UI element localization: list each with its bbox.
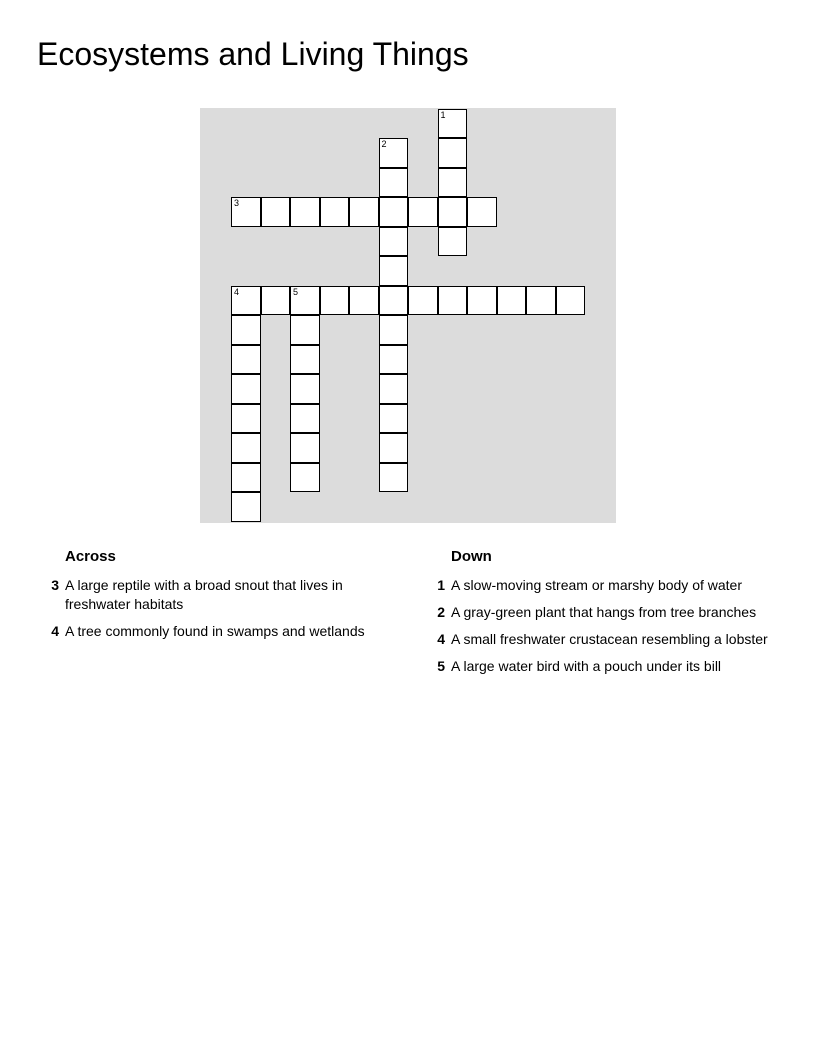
grid-cell[interactable] bbox=[408, 286, 438, 316]
grid-cell[interactable] bbox=[379, 374, 409, 404]
clue-across-3 bbox=[40, 576, 385, 614]
across-clues bbox=[40, 546, 385, 649]
clue-number: 5 bbox=[437, 658, 445, 674]
grid-cell[interactable] bbox=[290, 315, 320, 345]
clue-text: A small freshwater crustacean resembling a lobster bbox=[451, 631, 768, 647]
grid-cell[interactable] bbox=[379, 197, 409, 227]
grid-cell[interactable] bbox=[320, 197, 350, 227]
grid-cell[interactable] bbox=[408, 197, 438, 227]
grid-cell[interactable] bbox=[231, 374, 261, 404]
down-clues bbox=[426, 546, 806, 684]
down-heading: Down bbox=[451, 548, 492, 565]
grid-cell[interactable] bbox=[349, 286, 379, 316]
grid-cell[interactable] bbox=[438, 227, 468, 257]
grid-cell[interactable] bbox=[290, 286, 320, 316]
grid-cell[interactable] bbox=[231, 315, 261, 345]
grid-cell[interactable] bbox=[467, 197, 497, 227]
cell-number: 1 bbox=[440, 109, 446, 120]
grid-cell[interactable] bbox=[379, 345, 409, 375]
grid-cell[interactable] bbox=[379, 463, 409, 493]
grid-cell[interactable] bbox=[556, 286, 586, 316]
clue-down-2 bbox=[426, 603, 806, 622]
grid-cell[interactable] bbox=[379, 286, 409, 316]
page-title: Ecosystems and Living Things bbox=[37, 36, 469, 72]
clue-across-4 bbox=[40, 622, 385, 641]
grid-cell[interactable] bbox=[467, 286, 497, 316]
grid-cell[interactable] bbox=[231, 492, 261, 522]
grid-cell[interactable] bbox=[290, 374, 320, 404]
grid-cell[interactable] bbox=[497, 286, 527, 316]
grid-cell[interactable] bbox=[231, 433, 261, 463]
clue-number: 4 bbox=[51, 623, 59, 639]
clue-number: 1 bbox=[437, 577, 445, 593]
crossword-grid-background bbox=[200, 108, 616, 523]
clue-text: A gray-green plant that hangs from tree branches bbox=[451, 604, 757, 620]
grid-cell[interactable] bbox=[438, 197, 468, 227]
clue-text: A slow-moving stream or marshy body of water bbox=[451, 577, 742, 593]
grid-cell[interactable] bbox=[526, 286, 556, 316]
cell-number: 4 bbox=[234, 286, 240, 297]
grid-cell[interactable] bbox=[290, 463, 320, 493]
grid-cell[interactable] bbox=[231, 286, 261, 316]
grid-cell[interactable] bbox=[379, 433, 409, 463]
grid-cell[interactable] bbox=[231, 197, 261, 227]
grid-cell[interactable] bbox=[379, 404, 409, 434]
grid-cell[interactable] bbox=[379, 227, 409, 257]
clue-down-5 bbox=[426, 657, 806, 676]
grid-cell[interactable] bbox=[379, 138, 409, 168]
grid-cell[interactable] bbox=[290, 404, 320, 434]
grid-cell[interactable] bbox=[231, 463, 261, 493]
clue-text: A tree commonly found in swamps and wetlands bbox=[65, 623, 365, 639]
clue-down-4 bbox=[426, 630, 806, 649]
grid-cell[interactable] bbox=[438, 168, 468, 198]
clue-text: A large reptile with a broad snout that lives in freshwater habitats bbox=[65, 577, 343, 612]
grid-cell[interactable] bbox=[290, 345, 320, 375]
grid-cell[interactable] bbox=[320, 286, 350, 316]
cell-number: 5 bbox=[293, 286, 299, 297]
across-heading: Across bbox=[65, 548, 116, 565]
grid-cell[interactable] bbox=[438, 138, 468, 168]
clue-text: A large water bird with a pouch under its bill bbox=[451, 658, 722, 674]
grid-cell[interactable] bbox=[231, 345, 261, 375]
grid-cell[interactable] bbox=[379, 256, 409, 286]
grid-cell[interactable] bbox=[261, 286, 291, 316]
clue-number: 4 bbox=[437, 631, 445, 647]
grid-cell[interactable] bbox=[438, 109, 468, 139]
grid-cell[interactable] bbox=[379, 315, 409, 345]
clue-down-1 bbox=[426, 576, 806, 595]
cell-number: 3 bbox=[234, 198, 240, 208]
grid-cell[interactable] bbox=[349, 197, 379, 227]
grid-cell[interactable] bbox=[231, 404, 261, 434]
clue-number: 3 bbox=[51, 577, 59, 593]
clue-number: 2 bbox=[437, 604, 445, 620]
grid-cell[interactable] bbox=[290, 197, 320, 227]
grid-cell[interactable] bbox=[379, 168, 409, 198]
cell-number: 2 bbox=[381, 139, 387, 149]
grid-cell[interactable] bbox=[290, 433, 320, 463]
grid-cell[interactable] bbox=[438, 286, 468, 316]
grid-cell[interactable] bbox=[261, 197, 291, 227]
